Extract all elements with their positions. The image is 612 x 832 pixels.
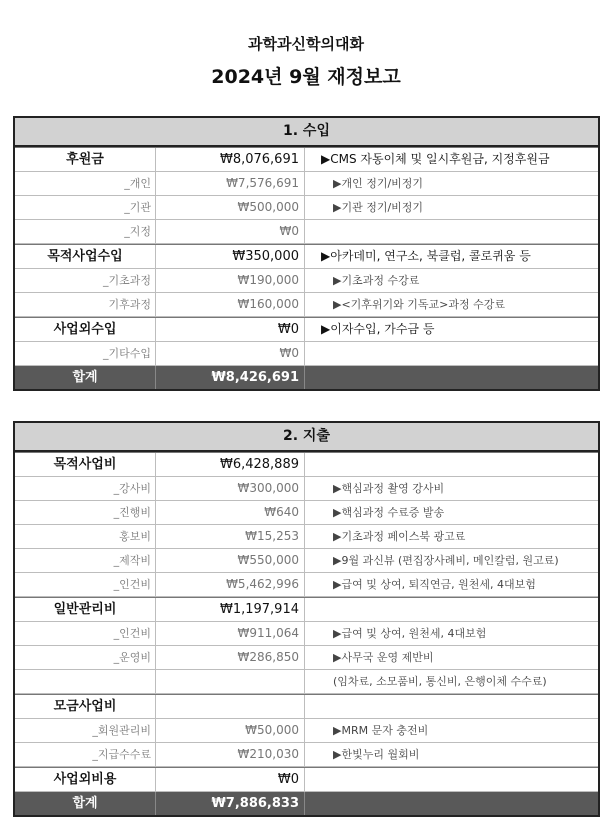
row-amount: ₩50,000 [156,719,305,742]
row-amount: ₩500,000 [156,196,305,219]
row-label: _지급수수료 [15,743,156,766]
row-amount: ₩210,030 [156,743,305,766]
table-row [15,573,598,597]
row-amount: ₩0 [156,318,305,341]
table-row [15,743,598,767]
income-table [13,116,600,391]
row-label: 목적사업비 [15,453,156,476]
table-row [15,719,598,743]
row-amount: ₩190,000 [156,269,305,292]
row-note: ▶기초과정 페이스북 광고료 [333,530,466,543]
row-label: _기초과정 [15,269,156,292]
row-amount: ₩8,426,691 [156,366,305,389]
row-amount: ₩1,197,914 [156,598,305,621]
row-amount: ₩7,886,833 [156,792,305,815]
row-note: ▶급여 및 상여, 퇴직연금, 원천세, 4대보험 [333,578,536,591]
table-row [15,670,598,694]
row-label: _지정 [15,220,156,243]
category-row [15,147,598,172]
total-row [15,792,598,815]
row-amount: ₩0 [156,220,305,243]
expense-table-heading: 2. 지출 [15,423,598,452]
row-amount: ₩8,076,691 [156,148,305,171]
expense-rows [15,452,598,815]
row-label: _제작비 [15,549,156,572]
row-label: _개인 [15,172,156,195]
report-title: 2024년 9월 재정보고 [211,66,401,88]
table-row [15,342,598,366]
row-label: 일반관리비 [15,598,156,621]
row-note [305,598,598,621]
category-row [15,767,598,792]
row-note: (임차료, 소모품비, 통신비, 은행이체 수수료) [333,675,547,688]
row-note [305,695,598,718]
table-row [15,525,598,549]
row-note: ▶사무국 운영 제반비 [333,651,434,664]
row-amount: ₩0 [156,342,305,365]
income-rows [15,147,598,389]
row-amount: ₩15,253 [156,525,305,548]
row-label: 홍보비 [15,525,156,548]
row-amount: ₩7,576,691 [156,172,305,195]
total-row [15,366,598,389]
row-amount: ₩286,850 [156,646,305,669]
row-note: ▶아카데미, 연구소, 북클럽, 콜로퀴움 등 [321,249,531,263]
row-note [305,366,598,389]
row-label: _운영비 [15,646,156,669]
row-note: ▶핵심과정 촬영 강사비 [333,482,445,495]
row-amount: ₩0 [156,768,305,791]
row-label [15,670,156,693]
row-label: 합계 [15,366,156,389]
row-note [305,768,598,791]
row-note [305,220,598,243]
row-note: ▶MRM 문자 충전비 [333,724,429,737]
row-amount: ₩160,000 [156,293,305,316]
category-row [15,694,598,719]
row-amount: ₩550,000 [156,549,305,572]
organization-name: 과학과신학의대화 [248,35,364,53]
row-label: _인건비 [15,573,156,596]
row-label: 사업외수입 [15,318,156,341]
income-table-heading: 1. 수입 [15,118,598,147]
table-row [15,196,598,220]
row-amount: ₩6,428,889 [156,453,305,476]
table-row [15,549,598,573]
row-amount: ₩5,462,996 [156,573,305,596]
row-label: 후원금 [15,148,156,171]
row-label: _진행비 [15,501,156,524]
row-amount: ₩350,000 [156,245,305,268]
row-amount: ₩911,064 [156,622,305,645]
category-row [15,452,598,477]
row-label: _기관 [15,196,156,219]
row-amount: ₩300,000 [156,477,305,500]
table-row [15,172,598,196]
row-label: _기타수입 [15,342,156,365]
row-amount [156,670,305,693]
category-row [15,244,598,269]
row-note: ▶기초과정 수강료 [333,274,420,287]
row-note [305,453,598,476]
category-row [15,317,598,342]
row-label: _인건비 [15,622,156,645]
row-label: 목적사업수입 [15,245,156,268]
row-label: 모금사업비 [15,695,156,718]
table-row [15,501,598,525]
row-note [305,792,598,815]
expense-table [13,421,600,817]
row-amount [156,695,305,718]
table-row [15,622,598,646]
row-label: _강사비 [15,477,156,500]
row-label: 사업외비용 [15,768,156,791]
category-row [15,597,598,622]
row-label: 기후과정 [15,293,156,316]
row-note [305,342,598,365]
row-note: ▶9월 과신뷰 (편집장사례비, 메인칼럼, 원고료) [333,554,559,567]
table-row [15,293,598,317]
row-amount: ₩640 [156,501,305,524]
row-note: ▶개인 정기/비정기 [333,177,424,190]
row-note: ▶CMS 자동이체 및 일시후원금, 지정후원금 [321,152,550,166]
table-row [15,477,598,501]
table-row [15,220,598,244]
row-note: ▶급여 및 상여, 원천세, 4대보험 [333,627,487,640]
row-label: 합계 [15,792,156,815]
row-note: ▶<기후위기와 기독교>과정 수강료 [333,298,506,311]
row-label: _회원관리비 [15,719,156,742]
row-note: ▶핵심과정 수료증 발송 [333,506,445,519]
row-note: ▶기관 정기/비정기 [333,201,424,214]
table-row [15,269,598,293]
row-note: ▶한빛누리 월회비 [333,748,420,761]
table-row [15,646,598,670]
row-note: ▶이자수입, 가수금 등 [321,322,435,336]
